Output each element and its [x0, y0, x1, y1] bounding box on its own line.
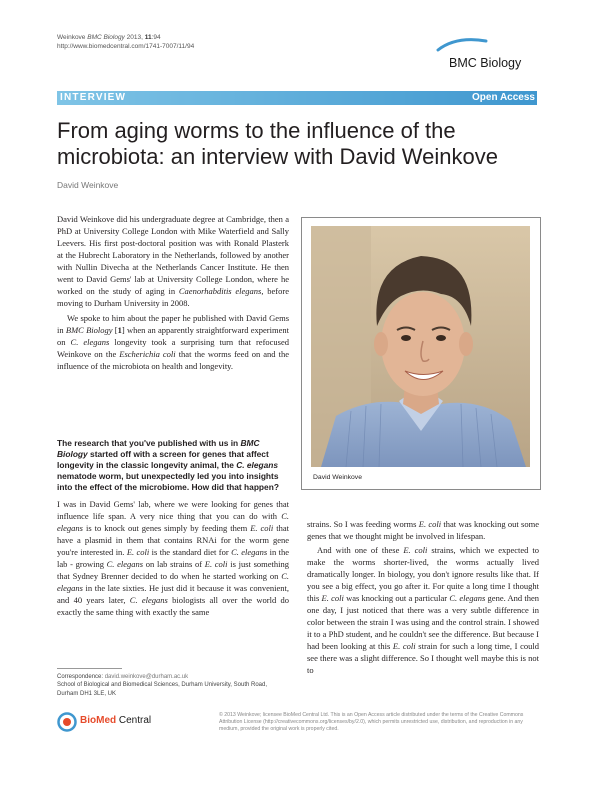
biomed-central-logo-icon — [57, 712, 77, 732]
answer-paragraph-2: strains. So I was feeding worms E. coli that was knocking out some genes that we thought might be involved in lifespan. — [307, 519, 539, 541]
article-type-banner — [57, 91, 537, 105]
open-access-label: Open Access — [472, 92, 535, 103]
correspondence-line: Correspondence: david.weinkove@durham.ac.uk — [57, 674, 189, 680]
citation-year: 2013, — [124, 34, 145, 41]
answer-paragraph-1: I was in David Gems' lab, where we were looking for genes that influence life span. A very nice thing that you can do with C. elegans is to knock out genes simply by feeding them E. coli that have a plasmid in them that contains RNAi for the worm gene you're interested in. E. coli is the standard diet for C. elegans in the lab - growing C. elegans on lab strains of E. coli is just something that Sydney Brenner decided to do when he started working on C. elegans in the late sixties. He just did it because it was convenient, and 40 years later, C. elegans biologists all over the world do exactly the same thing with exactly the same — [57, 499, 289, 617]
portrait-illustration — [311, 226, 530, 467]
article-title — [57, 118, 547, 170]
publisher-name: BioMed Central — [80, 715, 152, 726]
citation-volume: 11 — [144, 34, 152, 41]
correspondence-footnote — [57, 673, 282, 698]
article-type-label: INTERVIEW — [60, 92, 127, 103]
author-name: David Weinkove — [57, 180, 119, 190]
article-title-line-1: From aging worms to the influence of the — [57, 118, 456, 143]
citation — [57, 33, 194, 51]
citation-journal: BMC Biology — [87, 34, 125, 41]
citation-article-number: :94 — [151, 34, 161, 41]
license-statement: © 2013 Weinkove; licensee BioMed Central Ltd. This is an Open Access article distributed under the terms of the Creative Commons Attribution License (http://creativecommons.org/licenses/by/2.0), which permits unrestricted use, distribution, and reproduction in any medium, provided the original work is properly cited. — [219, 712, 524, 733]
intro-text — [57, 213, 289, 372]
correspondence-email[interactable]: david.weinkove@durham.ac.uk — [104, 674, 189, 680]
article-title-line-2: microbiota: an interview with David Weinkove — [57, 144, 498, 169]
journal-logo-swoosh-icon — [436, 38, 488, 52]
interview-question: The research that you've published with us in BMC Biology started off with a screen for genes that affect longevity in the classic longevity animal, the C. elegans nematode worm, but unexpectedly led you into insights into the effect of the microbiome. How did that happen? — [57, 438, 279, 492]
citation-line-1 — [57, 33, 194, 42]
answer-paragraph-3: And with one of these E. coli strains, which we expected to make the worms shorter-lived, the worms actually lived dramatically longer. In biology, you don't ignore results like that. If you see a big effect, you go after it. For quite a long time I thought this E. coli was knocking out a particular C. elegans gene. And then one day, I just noticed that there was a very subtle difference in color between the strain I was using and the control strain. I showed it to a PhD student, and he couldn't see the difference. But because I had been looking at this E. coli strain for such a long time, I could see there was a slight difference. So I thought well maybe this is not to — [307, 545, 539, 675]
citation-url[interactable]: http://www.biomedcentral.com/1741-7007/11/94 — [57, 43, 195, 50]
answer-column-2 — [307, 518, 539, 676]
photo-caption: David Weinkove — [313, 474, 362, 481]
reference-link[interactable]: 1 — [117, 325, 122, 335]
portrait-photo-icon — [311, 226, 530, 467]
intro-paragraph-2: We spoke to him about the paper he published with David Gems in BMC Biology [1] when an apparently straightforward experiment on C. elegans longevity took a surprising turn that refocused Weinkove on the Escherichia coli that the worms feed on and the influence of the microbiota on health and longevity. — [57, 313, 290, 371]
citation-author: Weinkove — [57, 34, 88, 41]
author-affiliation: School of Biological and Biomedical Sciences, Durham University, South Road, Durham DH1 3LE, UK — [57, 682, 267, 697]
journal-logo-text: BMC Biology — [449, 56, 522, 70]
intro-paragraph-1: David Weinkove did his undergraduate degree at Cambridge, then a PhD at University College London with Mike Waterfield and Sally Leevers. His first post-doctoral position was with Ronald Plasterk at the Hubrecht Laboratory in the Netherlands, followed by another with Nullin Divecha at the Netherlands Cancer Institute. He then went to David Gems' lab at University College London, where he worked on the study of aging in Caenorhabditis elegans, before moving to Durham University in 2008. — [57, 214, 289, 308]
footnote-divider — [57, 668, 122, 669]
answer-column-1 — [57, 498, 289, 618]
